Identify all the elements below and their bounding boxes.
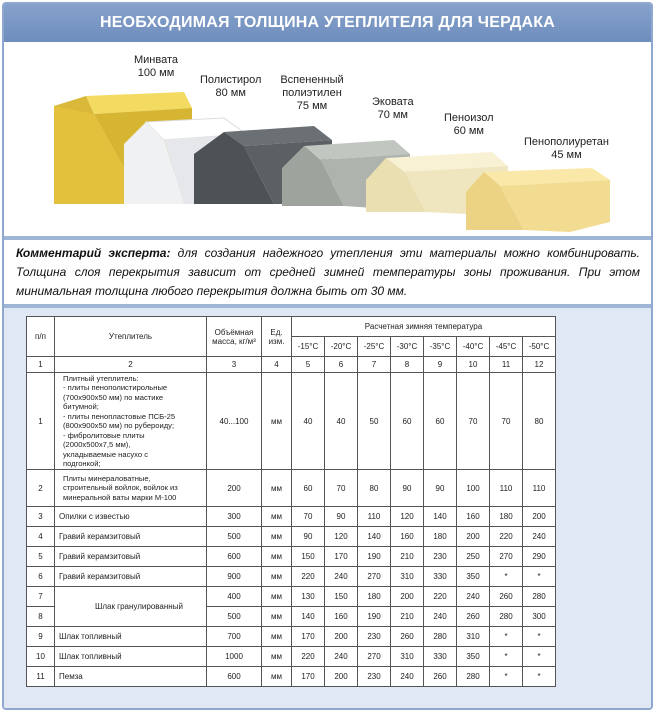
header-cell: Расчетная зимняя температура — [292, 317, 556, 337]
value-cell: 110 — [490, 470, 523, 507]
column-number-row — [27, 357, 556, 373]
infographic-frame — [2, 2, 653, 710]
value-cell: 350 — [457, 567, 490, 587]
column-number: 4 — [262, 357, 292, 373]
value-cell: 60 — [424, 373, 457, 470]
value-cell: 300 — [523, 607, 556, 627]
row-number: 6 — [27, 567, 55, 587]
value-cell: 90 — [292, 527, 325, 547]
value-cell: 170 — [292, 667, 325, 687]
value-cell: 70 — [490, 373, 523, 470]
value-cell: 260 — [457, 607, 490, 627]
value-cell: * — [490, 627, 523, 647]
value-cell: 180 — [490, 507, 523, 527]
header-cell: п/п — [27, 317, 55, 357]
temp-cell: -40°С — [457, 337, 490, 357]
column-number: 3 — [207, 357, 262, 373]
value-cell: 180 — [358, 587, 391, 607]
row-number: 11 — [27, 667, 55, 687]
page-title: НЕОБХОДИМАЯ ТОЛЩИНА УТЕПЛИТЕЛЯ ДЛЯ ЧЕРДАКА — [4, 4, 651, 42]
value-cell: 260 — [391, 627, 424, 647]
mass-cell: 500 — [207, 527, 262, 547]
table-row — [27, 587, 556, 607]
temp-cell: -30°С — [391, 337, 424, 357]
value-cell: 90 — [424, 470, 457, 507]
value-cell: 330 — [424, 647, 457, 667]
value-cell: 50 — [358, 373, 391, 470]
value-cell: 240 — [325, 567, 358, 587]
value-cell: 200 — [457, 527, 490, 547]
column-number: 6 — [325, 357, 358, 373]
value-cell: 280 — [490, 607, 523, 627]
value-cell: * — [523, 567, 556, 587]
value-cell: 70 — [292, 507, 325, 527]
value-cell: 310 — [457, 627, 490, 647]
value-cell: 230 — [424, 547, 457, 567]
table-row — [27, 527, 556, 547]
block-pu-foam — [466, 168, 610, 232]
temp-cell: -50°С — [523, 337, 556, 357]
value-cell: 270 — [490, 547, 523, 567]
column-number: 11 — [490, 357, 523, 373]
insulation-name: Опилки с известью — [55, 507, 207, 527]
value-cell: 350 — [457, 647, 490, 667]
value-cell: 70 — [457, 373, 490, 470]
unit-cell: мм — [262, 567, 292, 587]
expert-comment — [16, 244, 640, 301]
mass-cell: 600 — [207, 547, 262, 567]
insulation-name: Плитный утеплитель: - плиты пенополистирольные (700х900х50 мм) по мастике битумной; - плиты пенопластовые ПСБ-25 (800х900х50 мм) по рубероиду; - фибролитовые плиты (2000х500х7,5 мм), укладываемые насухо с подгонкой; — [55, 373, 207, 470]
column-number: 10 — [457, 357, 490, 373]
value-cell: 330 — [424, 567, 457, 587]
mass-cell: 40...100 — [207, 373, 262, 470]
row-number: 1 — [27, 373, 55, 470]
unit-cell: мм — [262, 647, 292, 667]
value-cell: * — [523, 667, 556, 687]
insulation-name: Шлак гранулированный — [55, 587, 207, 627]
table-area — [4, 308, 651, 708]
value-cell: 190 — [358, 607, 391, 627]
value-cell: 70 — [325, 470, 358, 507]
value-cell: 110 — [358, 507, 391, 527]
mass-cell: 700 — [207, 627, 262, 647]
temp-cell: -45°С — [490, 337, 523, 357]
value-cell: * — [490, 647, 523, 667]
mass-cell: 200 — [207, 470, 262, 507]
value-cell: 180 — [424, 527, 457, 547]
header-cell: Утеплитель — [55, 317, 207, 357]
value-cell: 90 — [325, 507, 358, 527]
value-cell: 160 — [325, 607, 358, 627]
unit-cell: мм — [262, 547, 292, 567]
value-cell: 260 — [424, 667, 457, 687]
unit-cell: мм — [262, 527, 292, 547]
value-cell: 210 — [391, 607, 424, 627]
value-cell: 270 — [358, 647, 391, 667]
value-cell: 270 — [358, 567, 391, 587]
value-cell: 140 — [292, 607, 325, 627]
column-number: 8 — [391, 357, 424, 373]
row-number: 2 — [27, 470, 55, 507]
table-row — [27, 373, 556, 470]
value-cell: 200 — [325, 627, 358, 647]
value-cell: 290 — [523, 547, 556, 567]
value-cell: 190 — [358, 547, 391, 567]
column-number: 2 — [55, 357, 207, 373]
temp-cell: -25°С — [358, 337, 391, 357]
value-cell: 60 — [391, 373, 424, 470]
value-cell: 120 — [391, 507, 424, 527]
table-row — [27, 627, 556, 647]
row-number: 9 — [27, 627, 55, 647]
value-cell: 40 — [292, 373, 325, 470]
value-cell: 150 — [292, 547, 325, 567]
row-number: 8 — [27, 607, 55, 627]
temp-cell: -15°С — [292, 337, 325, 357]
column-number: 1 — [27, 357, 55, 373]
column-number: 5 — [292, 357, 325, 373]
value-cell: 240 — [424, 607, 457, 627]
row-number: 4 — [27, 527, 55, 547]
insulation-name: Гравий керамзитовый — [55, 527, 207, 547]
insulation-name: Плиты минераловатные, строительный войлок, войлок из минеральной ваты марки М-100 — [55, 470, 207, 507]
table-row — [27, 567, 556, 587]
value-cell: 260 — [490, 587, 523, 607]
mass-cell: 500 — [207, 607, 262, 627]
value-cell: 230 — [358, 627, 391, 647]
value-cell: 90 — [391, 470, 424, 507]
temp-cell: -20°С — [325, 337, 358, 357]
row-number: 10 — [27, 647, 55, 667]
value-cell: * — [523, 647, 556, 667]
label-minvata: Минвата 100 мм — [134, 54, 179, 79]
value-cell: 80 — [358, 470, 391, 507]
value-cell: 240 — [523, 527, 556, 547]
value-cell: 310 — [391, 567, 424, 587]
mass-cell: 1000 — [207, 647, 262, 667]
mass-cell: 600 — [207, 667, 262, 687]
value-cell: 100 — [457, 470, 490, 507]
label-polystyrene: Полистирол 80 мм — [200, 74, 262, 99]
unit-cell: мм — [262, 587, 292, 607]
value-cell: 240 — [391, 667, 424, 687]
column-number: 12 — [523, 357, 556, 373]
value-cell: 250 — [457, 547, 490, 567]
value-cell: 220 — [292, 567, 325, 587]
header-row — [27, 317, 556, 337]
value-cell: 310 — [391, 647, 424, 667]
column-number: 9 — [424, 357, 457, 373]
value-cell: * — [490, 667, 523, 687]
value-cell: 230 — [358, 667, 391, 687]
value-cell: 140 — [358, 527, 391, 547]
label-ecowool: Эковата 70 мм — [372, 96, 414, 121]
value-cell: 160 — [457, 507, 490, 527]
table-row — [27, 667, 556, 687]
unit-cell: мм — [262, 470, 292, 507]
table-row — [27, 547, 556, 567]
value-cell: 110 — [523, 470, 556, 507]
value-cell: 130 — [292, 587, 325, 607]
insulation-name: Гравий керамзитовый — [55, 567, 207, 587]
value-cell: 170 — [292, 627, 325, 647]
value-cell: 60 — [292, 470, 325, 507]
insulation-name: Шлак топливный — [55, 627, 207, 647]
value-cell: 140 — [424, 507, 457, 527]
value-cell: 210 — [391, 547, 424, 567]
mass-cell: 900 — [207, 567, 262, 587]
table-row — [27, 647, 556, 667]
value-cell: 240 — [325, 647, 358, 667]
materials-illustration — [14, 44, 642, 234]
label-pu-foam: Пенополиуретан 45 мм — [524, 136, 609, 161]
unit-cell: мм — [262, 373, 292, 470]
row-number: 3 — [27, 507, 55, 527]
value-cell: 150 — [325, 587, 358, 607]
comment-lead: Комментарий эксперта: — [16, 246, 171, 260]
row-number: 7 — [27, 587, 55, 607]
value-cell: 170 — [325, 547, 358, 567]
value-cell: 240 — [457, 587, 490, 607]
insulation-name: Гравий керамзитовый — [55, 547, 207, 567]
table-row — [27, 470, 556, 507]
value-cell: 40 — [325, 373, 358, 470]
unit-cell: мм — [262, 627, 292, 647]
label-penoizol: Пеноизол 60 мм — [444, 112, 494, 137]
unit-cell: мм — [262, 667, 292, 687]
comment-text: для создания надежного утепления эти материалы можно комбинировать. Толщина слоя перекрытия зависит от средней зимней температуры зоны проживания. При этом минимальная толщина любого перекрытия должна быть от 30 мм. — [16, 246, 640, 298]
value-cell: 120 — [325, 527, 358, 547]
divider — [4, 236, 651, 240]
column-number: 7 — [358, 357, 391, 373]
thickness-table — [26, 316, 556, 687]
value-cell: 220 — [490, 527, 523, 547]
value-cell: 200 — [325, 667, 358, 687]
table-row — [27, 507, 556, 527]
mass-cell: 300 — [207, 507, 262, 527]
value-cell: 280 — [424, 627, 457, 647]
value-cell: 200 — [523, 507, 556, 527]
value-cell: 160 — [391, 527, 424, 547]
insulation-name: Пемза — [55, 667, 207, 687]
label-polyethylene: Вспененный полиэтилен 75 мм — [280, 74, 344, 112]
value-cell: * — [490, 567, 523, 587]
header-cell: Ед. изм. — [262, 317, 292, 357]
value-cell: 80 — [523, 373, 556, 470]
unit-cell: мм — [262, 607, 292, 627]
unit-cell: мм — [262, 507, 292, 527]
value-cell: * — [523, 627, 556, 647]
value-cell: 280 — [457, 667, 490, 687]
header-cell: Объёмная масса, кг/м³ — [207, 317, 262, 357]
row-number: 5 — [27, 547, 55, 567]
value-cell: 280 — [523, 587, 556, 607]
value-cell: 220 — [292, 647, 325, 667]
mass-cell: 400 — [207, 587, 262, 607]
value-cell: 200 — [391, 587, 424, 607]
temp-cell: -35°С — [424, 337, 457, 357]
insulation-name: Шлак топливный — [55, 647, 207, 667]
value-cell: 220 — [424, 587, 457, 607]
